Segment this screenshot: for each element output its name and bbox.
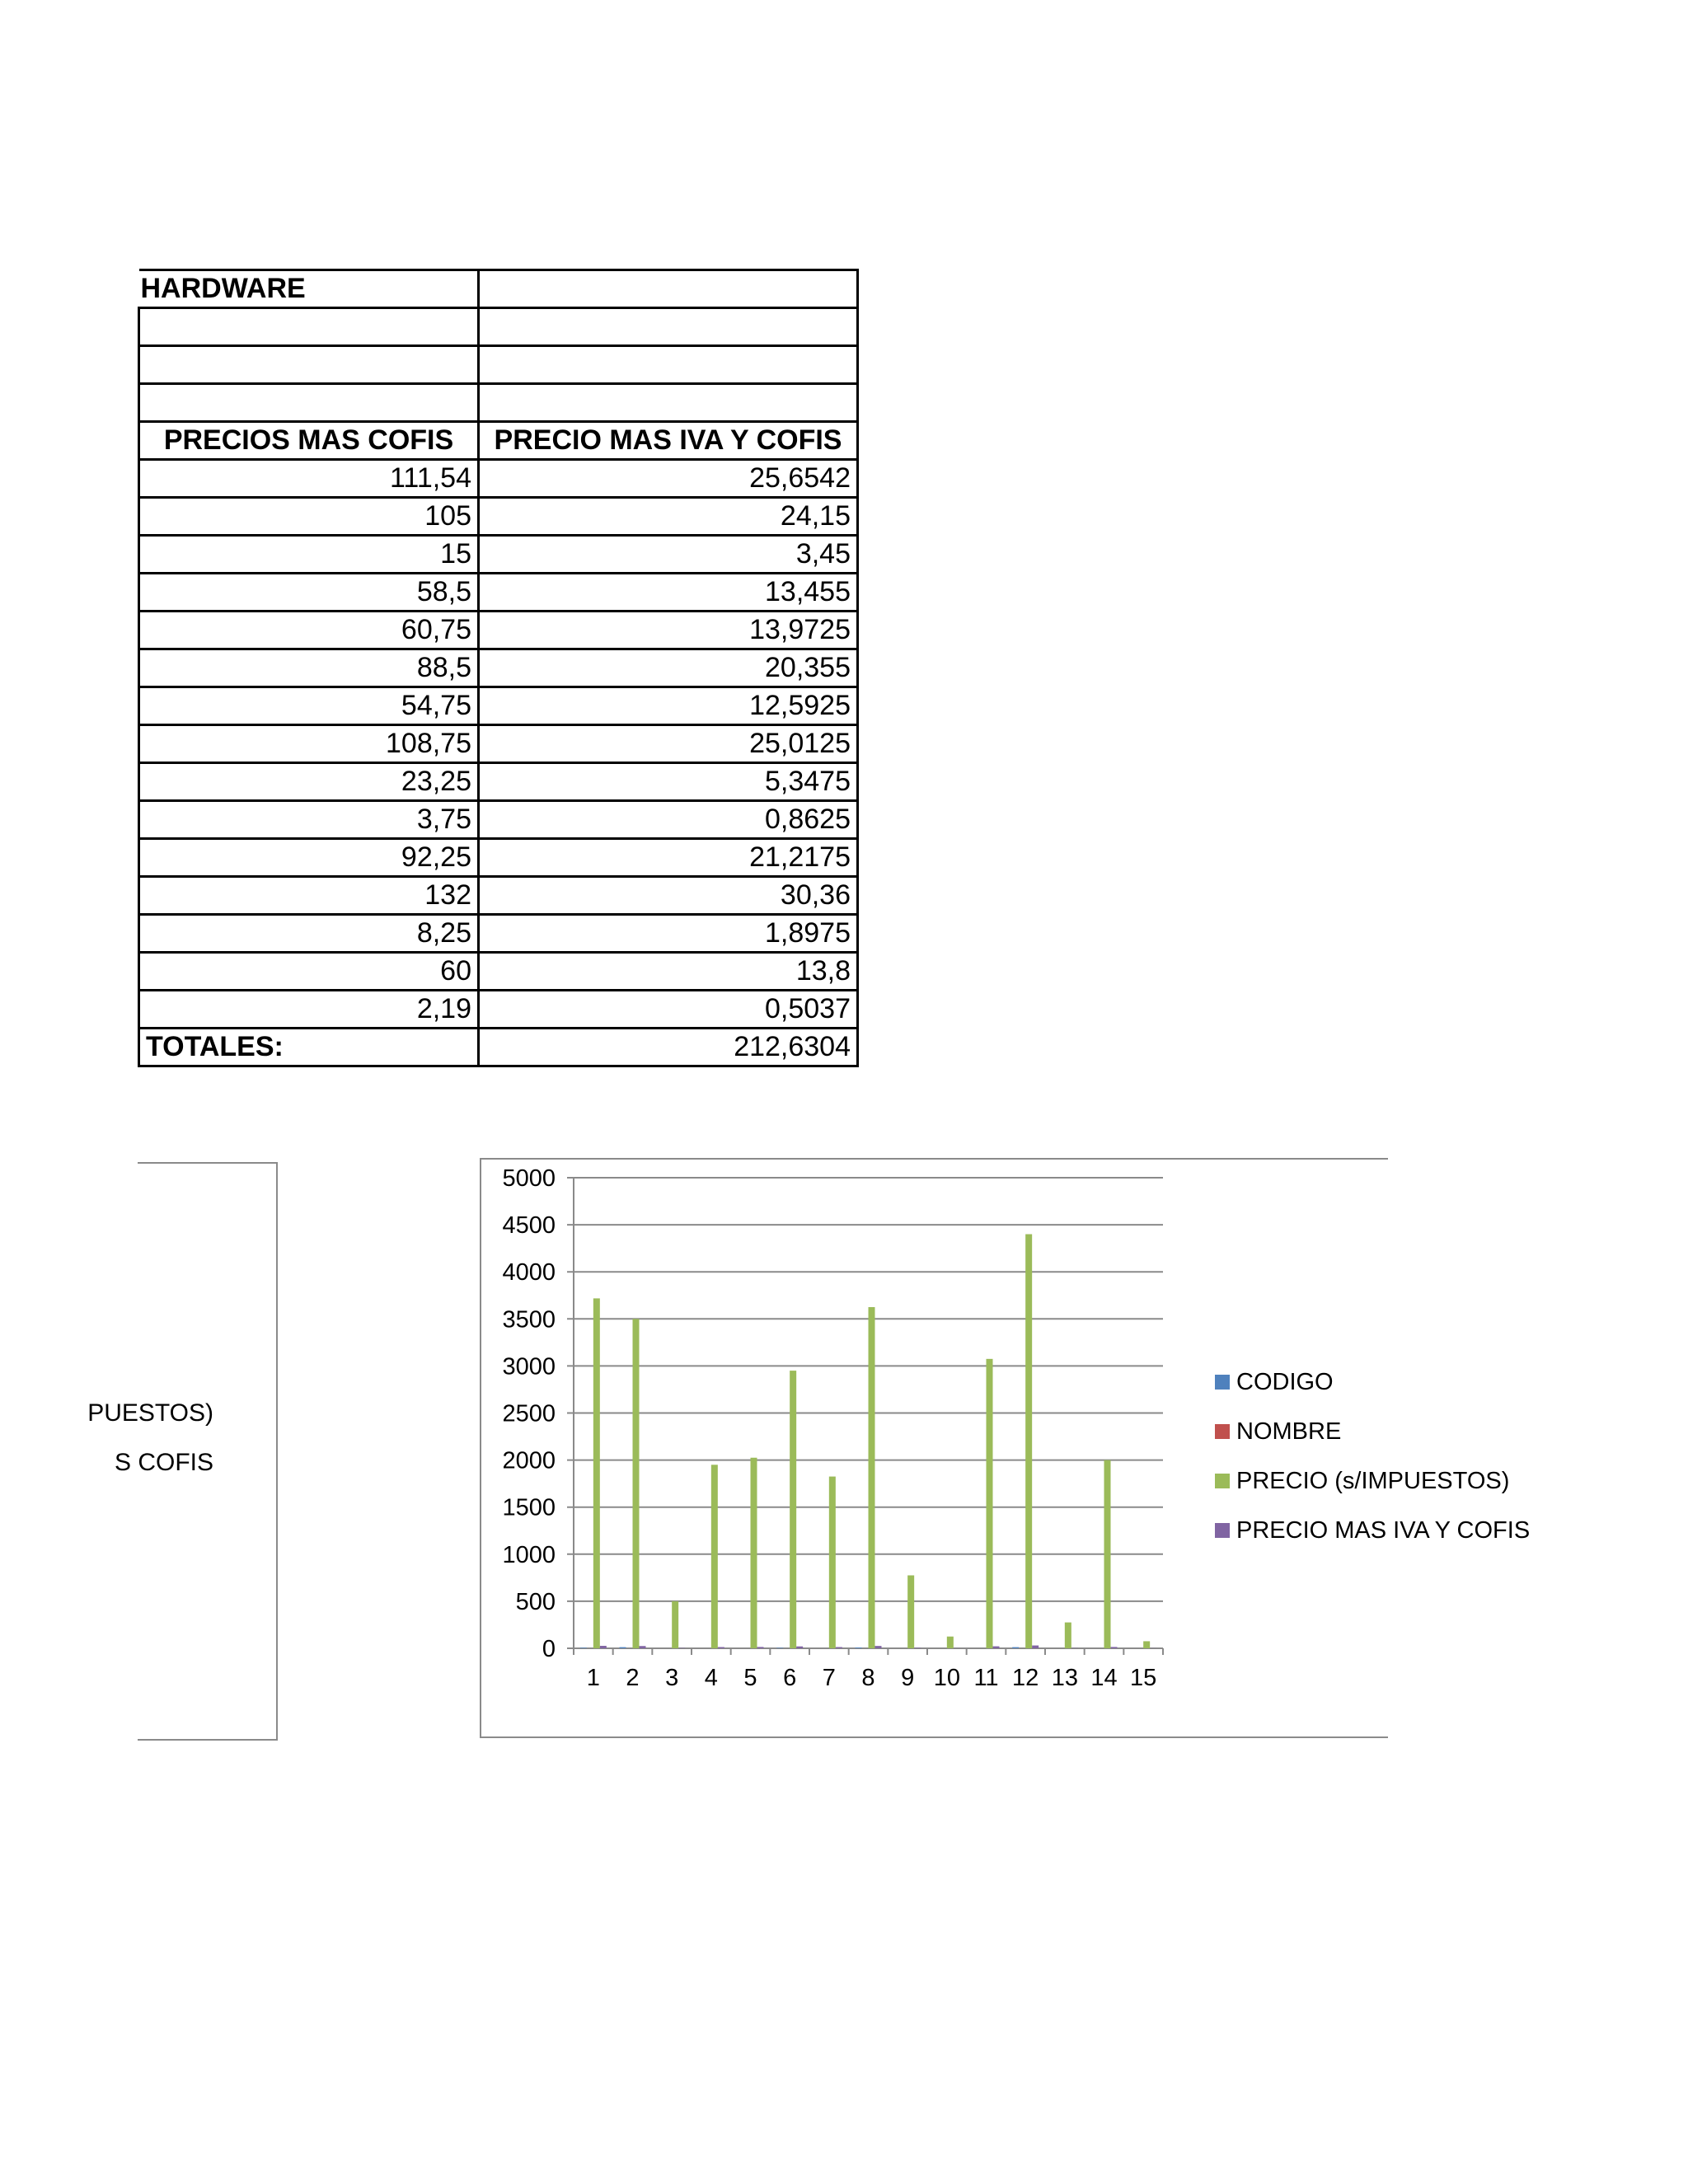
- x-tick-label: 5: [743, 1665, 757, 1691]
- cell-precio-mas-iva-y-cofis[interactable]: 12,5925: [479, 687, 858, 725]
- legend-swatch: [1215, 1375, 1230, 1390]
- table-row: [139, 915, 858, 953]
- bar-codigo: [580, 1647, 587, 1648]
- bar-precio-mas-iva-y-cofis: [600, 1646, 607, 1648]
- table-row: [139, 460, 858, 498]
- x-tick-label: 1: [586, 1665, 600, 1691]
- y-tick-label: 3500: [502, 1306, 556, 1333]
- legend-swatch: [1215, 1424, 1230, 1439]
- y-tick-label: 3000: [502, 1353, 556, 1380]
- bar-codigo: [620, 1647, 626, 1648]
- x-tick-label: 2: [626, 1665, 640, 1691]
- totals-value[interactable]: 212,6304: [479, 1029, 858, 1066]
- cell-precios-mas-cofis[interactable]: 88,5: [139, 649, 479, 687]
- table-row: [139, 953, 858, 991]
- y-tick-label: 1000: [502, 1541, 556, 1568]
- x-tick-label: 8: [861, 1665, 875, 1691]
- cell-precios-mas-cofis[interactable]: 92,25: [139, 839, 479, 877]
- table-row: [139, 801, 858, 839]
- y-tick-label: 5000: [502, 1165, 556, 1192]
- x-tick-label: 12: [1012, 1665, 1039, 1691]
- bar-precio-mas-iva-y-cofis: [796, 1647, 803, 1648]
- bar-precio-s-impuestos: [751, 1458, 757, 1648]
- cell-precios-mas-cofis[interactable]: 3,75: [139, 801, 479, 839]
- bar-precio-s-impuestos: [947, 1637, 954, 1648]
- y-tick-label: 500: [515, 1588, 556, 1615]
- legend-label: CODIGO: [1236, 1368, 1334, 1395]
- empty-cell[interactable]: [479, 308, 858, 346]
- y-tick-label: 4500: [502, 1212, 556, 1240]
- x-tick-label: 10: [933, 1665, 960, 1691]
- empty-cell[interactable]: [139, 308, 479, 346]
- bar-precio-s-impuestos: [1104, 1460, 1111, 1648]
- cell-precios-mas-cofis[interactable]: 2,19: [139, 991, 479, 1029]
- table-row: [139, 536, 858, 574]
- legend-label: NOMBRE: [1236, 1418, 1342, 1445]
- empty-cell[interactable]: [139, 384, 479, 422]
- header-precio-mas-iva-y-cofis[interactable]: PRECIO MAS IVA Y COFIS: [479, 422, 858, 460]
- table-title[interactable]: HARDWARE: [139, 270, 479, 308]
- cell-precio-mas-iva-y-cofis[interactable]: 13,8: [479, 953, 858, 991]
- y-tick-label: 2000: [502, 1447, 556, 1474]
- bar-precio-s-impuestos: [633, 1319, 640, 1648]
- bar-precio-s-impuestos: [1065, 1623, 1071, 1648]
- cell-precios-mas-cofis[interactable]: 111,54: [139, 460, 479, 498]
- table-row: [139, 763, 858, 801]
- bar-precio-s-impuestos: [1025, 1235, 1032, 1648]
- x-tick-label: 14: [1090, 1665, 1118, 1691]
- x-tick-label: 7: [822, 1665, 836, 1691]
- cell-precios-mas-cofis[interactable]: 15: [139, 536, 479, 574]
- legend-item: [1215, 1456, 1510, 1506]
- bar-precio-s-impuestos: [1143, 1641, 1150, 1648]
- table-row: [139, 687, 858, 725]
- empty-row: [139, 384, 858, 422]
- x-tick-label: 3: [665, 1665, 679, 1691]
- table-row: [139, 725, 858, 763]
- legend-item: [1215, 1357, 1388, 1407]
- cell-precios-mas-cofis[interactable]: 58,5: [139, 574, 479, 612]
- bar-codigo: [856, 1647, 862, 1648]
- bar-precio-mas-iva-y-cofis: [1111, 1647, 1118, 1648]
- table-row: [139, 877, 858, 915]
- cell-precio-mas-iva-y-cofis[interactable]: 3,45: [479, 536, 858, 574]
- x-tick-label: 6: [783, 1665, 797, 1691]
- bar-precio-mas-iva-y-cofis: [1032, 1646, 1039, 1648]
- bar-precio-mas-iva-y-cofis: [757, 1647, 764, 1648]
- y-tick-label: 0: [542, 1636, 556, 1662]
- empty-row: [139, 308, 858, 346]
- table-title-row: [139, 270, 858, 308]
- totals-label[interactable]: TOTALES:: [139, 1029, 479, 1066]
- table-row: [139, 839, 858, 877]
- empty-row: [139, 346, 858, 384]
- empty-cell[interactable]: [479, 270, 858, 308]
- cell-precio-mas-iva-y-cofis[interactable]: 20,355: [479, 649, 858, 687]
- cell-precios-mas-cofis[interactable]: 60,75: [139, 612, 479, 649]
- bar-precio-mas-iva-y-cofis: [914, 1647, 921, 1648]
- table-row: [139, 991, 858, 1029]
- cell-precios-mas-cofis[interactable]: 60: [139, 953, 479, 991]
- legend-swatch: [1215, 1523, 1230, 1538]
- bar-precio-s-impuestos: [829, 1477, 836, 1648]
- legend-item: [1215, 1506, 1531, 1555]
- bar-codigo: [776, 1647, 783, 1648]
- cell-precio-mas-iva-y-cofis[interactable]: 13,455: [479, 574, 858, 612]
- bar-precio-mas-iva-y-cofis: [718, 1647, 724, 1648]
- chart-legend: [1215, 1357, 1531, 1555]
- cell-precios-mas-cofis[interactable]: 23,25: [139, 763, 479, 801]
- bar-precio-s-impuestos: [987, 1359, 993, 1648]
- y-tick-label: 2500: [502, 1400, 556, 1427]
- bar-precio-s-impuestos: [593, 1298, 600, 1648]
- table-row: [139, 612, 858, 649]
- clipped-text-2: S COFIS: [114, 1449, 213, 1476]
- totals-row: [139, 1029, 858, 1066]
- x-tick-label: 13: [1051, 1665, 1078, 1691]
- bar-precio-s-impuestos: [790, 1371, 796, 1648]
- bar-codigo: [1012, 1647, 1019, 1648]
- legend-swatch: [1215, 1474, 1230, 1488]
- bar-precio-mas-iva-y-cofis: [836, 1647, 842, 1648]
- table-row: [139, 574, 858, 612]
- x-tick-label: 4: [704, 1665, 718, 1691]
- legend-label: PRECIO MAS IVA Y COFIS: [1236, 1516, 1531, 1544]
- legend-item: [1215, 1407, 1388, 1456]
- cell-precio-mas-iva-y-cofis[interactable]: 25,0125: [479, 725, 858, 763]
- prices-table-body: [139, 270, 858, 1066]
- cell-precios-mas-cofis[interactable]: 132: [139, 877, 479, 915]
- x-tick-label: 11: [973, 1665, 999, 1691]
- table-row: [139, 498, 858, 536]
- cell-precio-mas-iva-y-cofis[interactable]: 1,8975: [479, 915, 858, 953]
- cell-precios-mas-cofis[interactable]: 54,75: [139, 687, 479, 725]
- empty-cell[interactable]: [139, 346, 479, 384]
- bar-precio-s-impuestos: [907, 1575, 914, 1648]
- cell-precios-mas-cofis[interactable]: 108,75: [139, 725, 479, 763]
- y-tick-label: 1500: [502, 1494, 556, 1521]
- bar-precio-s-impuestos: [869, 1307, 875, 1648]
- cell-precio-mas-iva-y-cofis[interactable]: 24,15: [479, 498, 858, 536]
- bar-precio-mas-iva-y-cofis: [640, 1646, 646, 1648]
- prices-table: [138, 269, 859, 1067]
- bar-precio-s-impuestos: [672, 1601, 678, 1648]
- bar-precio-mas-iva-y-cofis: [993, 1647, 1000, 1648]
- header-precios-mas-cofis[interactable]: PRECIOS MAS COFIS: [139, 422, 479, 460]
- empty-cell[interactable]: [479, 384, 858, 422]
- table-row: [139, 649, 858, 687]
- cell-precio-mas-iva-y-cofis[interactable]: 0,5037: [479, 991, 858, 1029]
- x-tick-label: 9: [901, 1665, 915, 1691]
- cell-precio-mas-iva-y-cofis[interactable]: 5,3475: [479, 763, 858, 801]
- cell-precio-mas-iva-y-cofis[interactable]: 25,6542: [479, 460, 858, 498]
- bar-precio-s-impuestos: [711, 1465, 718, 1648]
- clipped-text-1: PUESTOS): [87, 1399, 213, 1427]
- cell-precio-mas-iva-y-cofis[interactable]: 0,8625: [479, 801, 858, 839]
- bar-chart[interactable]: [480, 1158, 1531, 1738]
- cell-precio-mas-iva-y-cofis[interactable]: 13,9725: [479, 612, 858, 649]
- cell-precios-mas-cofis[interactable]: 8,25: [139, 915, 479, 953]
- x-tick-label: 15: [1130, 1665, 1157, 1691]
- cell-precios-mas-cofis[interactable]: 105: [139, 498, 479, 536]
- cell-precio-mas-iva-y-cofis[interactable]: 30,36: [479, 877, 858, 915]
- legend-label: PRECIO (s/IMPUESTOS): [1236, 1467, 1510, 1494]
- header-row: [139, 422, 858, 460]
- bar-precio-mas-iva-y-cofis: [875, 1646, 882, 1648]
- clipped-legend-box: [87, 1162, 278, 1741]
- cell-precio-mas-iva-y-cofis[interactable]: 21,2175: [479, 839, 858, 877]
- y-tick-label: 4000: [502, 1259, 556, 1286]
- empty-cell[interactable]: [479, 346, 858, 384]
